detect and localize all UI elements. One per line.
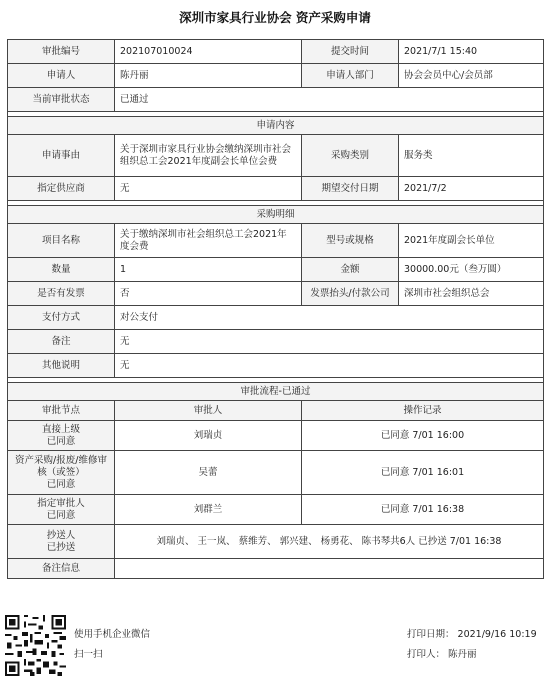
row-invoice: [8, 282, 544, 306]
delivery-value: 2021/7/2: [399, 177, 544, 201]
flow-node-name: 直接上级: [41, 423, 80, 435]
status-value: 已通过: [115, 88, 544, 112]
row-status: [8, 88, 544, 112]
row-project: [8, 224, 544, 258]
print-date: 打印日期： 2021/9/16 10:19: [407, 629, 537, 640]
model-value: 2021年度副会长单位: [399, 224, 544, 258]
row-pay-method: [8, 306, 544, 330]
delivery-label: 期望交付日期: [302, 177, 399, 201]
flow-row: [8, 495, 544, 525]
scan-hint-line2: 扫一扫: [74, 649, 103, 660]
cc-node-state: 已抄送: [46, 541, 76, 553]
flow-node-cell: [8, 495, 115, 525]
memo-label: 备注信息: [8, 559, 115, 579]
project-label: 项目名称: [8, 224, 115, 258]
flow-node-cell: [8, 451, 115, 495]
flow-record: 已同意 7/01 16:01: [302, 451, 544, 495]
submit-time-value: 2021/7/1 15:40: [399, 40, 544, 64]
quantity-value: 1: [115, 258, 302, 282]
row-other: [8, 354, 544, 378]
flow-row: [8, 451, 544, 495]
flow-approver: 刘群兰: [115, 495, 302, 525]
approval-no-label: 审批编号: [8, 40, 115, 64]
amount-label: 金额: [302, 258, 399, 282]
flow-node-state: 已同意: [46, 478, 76, 490]
category-label: 采购类别: [302, 135, 399, 177]
qr-code-icon: [5, 615, 66, 676]
submit-time-label: 提交时间: [302, 40, 399, 64]
supplier-value: 无: [115, 177, 302, 201]
supplier-label: 指定供应商: [8, 177, 115, 201]
cc-node-name: 抄送人: [46, 529, 76, 541]
category-value: 服务类: [399, 135, 544, 177]
remark-value: 无: [115, 330, 544, 354]
matter-label: 申请事由: [8, 135, 115, 177]
pay-method-label: 支付方式: [8, 306, 115, 330]
project-value: 关于缴纳深圳市社会组织总工会2021年度会费: [115, 224, 302, 258]
applicant-value: 陈丹丽: [115, 64, 302, 88]
approval-no-value: 202107010024: [115, 40, 302, 64]
memo-value: [115, 559, 544, 579]
invoice-label: 是否有发票: [8, 282, 115, 306]
amount-value: 30000.00元（叁万圆）: [399, 258, 544, 282]
quantity-label: 数量: [8, 258, 115, 282]
pay-method-value: 对公支付: [115, 306, 544, 330]
payer-label: 发票抬头/付款公司: [302, 282, 399, 306]
flow-approver: 吴蕾: [115, 451, 302, 495]
printer-name: 打印人： 陈丹丽: [407, 649, 477, 660]
row-detail-section: [8, 206, 544, 224]
row-approval-no: [8, 40, 544, 64]
row-flow-header: [8, 401, 544, 421]
detail-section-title: 采购明细: [8, 206, 544, 224]
flow-record: 已同意 7/01 16:00: [302, 421, 544, 451]
scan-hint-line1: 使用手机企业微信: [74, 629, 151, 640]
other-label: 其他说明: [8, 354, 115, 378]
row-flow-section: [8, 383, 544, 401]
flow-node-name: 指定审批人: [37, 497, 85, 509]
flow-node-state: 已同意: [46, 509, 76, 521]
status-label: 当前审批状态: [8, 88, 115, 112]
model-label: 型号或规格: [302, 224, 399, 258]
content-section-title: 申请内容: [8, 117, 544, 135]
row-quantity: [8, 258, 544, 282]
other-value: 无: [115, 354, 544, 378]
flow-col-node: 审批节点: [8, 401, 115, 421]
cc-node-cell: [8, 525, 115, 559]
row-memo: [8, 559, 544, 579]
dept-value: 协会会员中心/会员部: [399, 64, 544, 88]
row-content-section: [8, 117, 544, 135]
flow-col-approver: 审批人: [115, 401, 302, 421]
payer-value: 深圳市社会组织总会: [399, 282, 544, 306]
row-matter: [8, 135, 544, 177]
document-title: 深圳市家具行业协会 资产采购申请: [179, 10, 371, 25]
flow-approver: 刘瑞贞: [115, 421, 302, 451]
flow-node-state: 已同意: [46, 435, 76, 447]
row-applicant: [8, 64, 544, 88]
dept-label: 申请人部门: [302, 64, 399, 88]
row-supplier: [8, 177, 544, 201]
application-form: [7, 39, 544, 579]
remark-label: 备注: [8, 330, 115, 354]
flow-section-title: 审批流程-已通过: [8, 383, 544, 401]
row-remark: [8, 330, 544, 354]
invoice-value: 否: [115, 282, 302, 306]
applicant-label: 申请人: [8, 64, 115, 88]
flow-record: 已同意 7/01 16:38: [302, 495, 544, 525]
matter-value: 关于深圳市家具行业协会缴纳深圳市社会组织总工会2021年度副会长单位会费: [115, 135, 302, 177]
flow-node-cell: [8, 421, 115, 451]
flow-node-name: 资产采购/报废/维修审核（或签）: [15, 454, 107, 478]
flow-col-record: 操作记录: [302, 401, 544, 421]
print-footer: [0, 611, 550, 697]
cc-record: 刘瑞贞、 王一岚、 蔡维芳、 郭兴建、 杨勇花、 陈书琴共6人 已抄送 7/01 16:38: [115, 525, 544, 559]
flow-row: [8, 421, 544, 451]
row-cc: [8, 525, 544, 559]
